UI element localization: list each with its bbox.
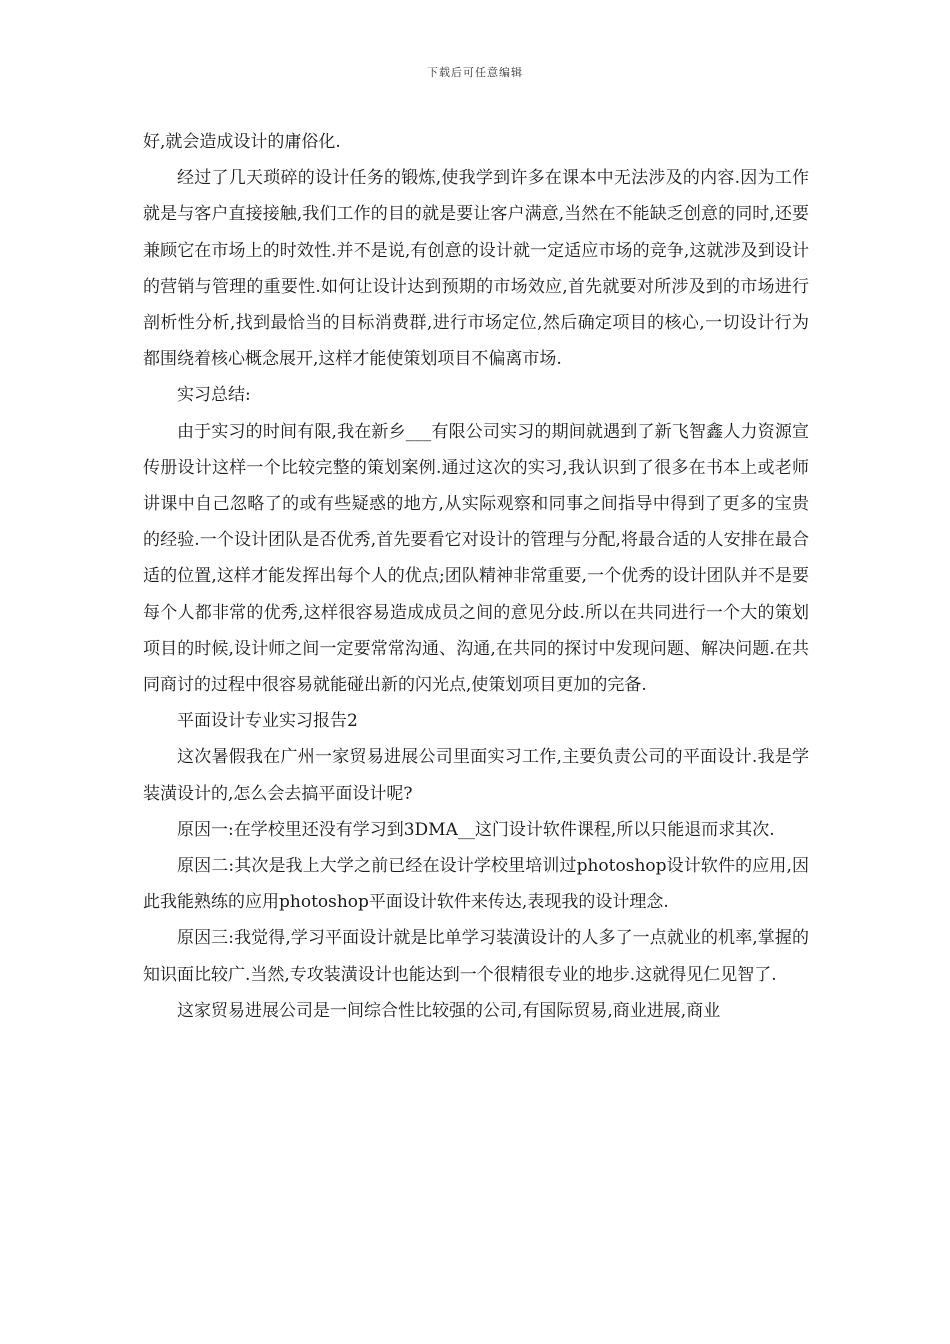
page-header: 下载后可任意编辑: [427, 66, 523, 79]
paragraph: 这次暑假我在广州一家贸易进展公司里面实习工作,主要负责公司的平面设计.我是学装潢设计的,怎么会去搞平面设计呢?: [143, 747, 809, 804]
paragraph: 好,就会造成设计的庸俗化.: [143, 132, 341, 152]
paragraph: 这家贸易进展公司是一间综合性比较强的公司,有国际贸易,商业进展,商业: [177, 1000, 721, 1021]
paragraph: 原因一:在学校里还没有学习到3DMA__这门设计软件课程,所以只能退而求其次.: [177, 819, 775, 840]
report-title: 平面设计专业实习报告2: [177, 711, 358, 732]
paragraph: 原因三:我觉得,学习平面设计就是比单学习装潢设计的人多了一点就业的机率,掌握的知识面比较广.当然,专攻装潢设计也能达到一个很精很专业的地步.这就得见仁见智了.: [143, 928, 809, 985]
paragraph: 原因二:其次是我上大学之前已经在设计学校里培训过photoshop设计软件的应用,因此我能熟练的应用photoshop平面设计软件来传达,表现我的设计理念.: [143, 856, 809, 913]
document-body: [143, 124, 809, 1029]
paragraph: 由于实习的时间有限,我在新乡___有限公司实习的期间就遇到了新飞智鑫人力资源宣传册设计这样一个比较完整的策划案例.通过这次的实习,我认识到了很多在书本上或老师讲课中自己忽略了的或有些疑惑的地方,从实际观察和同事之间指导中得到了更多的宝贵的经验.一个设计团队是否优秀,首先要看它对设计的管理与分配,将最合适的人安排在最合适的位置,这样才能发挥出每个人的优点;团队精神非常重要,一个优秀的设计团队并不是要每个人都非常的优秀,这样很容易造成成员之间的意见分歧.所以在共同进行一个大的策划项目的时候,设计师之间一定要常常沟通、沟通,在共同的探讨中发现问题、解决问题.在共同商讨的过程中很容易就能碰出新的闪光点,使策划项目更加的完备.: [143, 421, 809, 696]
section-heading: 实习总结:: [177, 385, 251, 406]
paragraph: 经过了几天琐碎的设计任务的锻炼,使我学到许多在课本中无法涉及的内容.因为工作就是与客户直接接触,我们工作的目的就是要让客户满意,当然在不能缺乏创意的同时,还要兼顾它在市场上的时效性.并不是说,有创意的设计就一定适应市场的竞争,这就涉及到设计的营销与管理的重要性.如何让设计达到预期的市场效应,首先就要对所涉及到的市场进行剖析性分析,找到最恰当的目标消费群,进行市场定位,然后确定项目的核心,一切设计行为都围绕着核心概念展开,这样才能使策划项目不偏离市场.: [143, 168, 809, 370]
